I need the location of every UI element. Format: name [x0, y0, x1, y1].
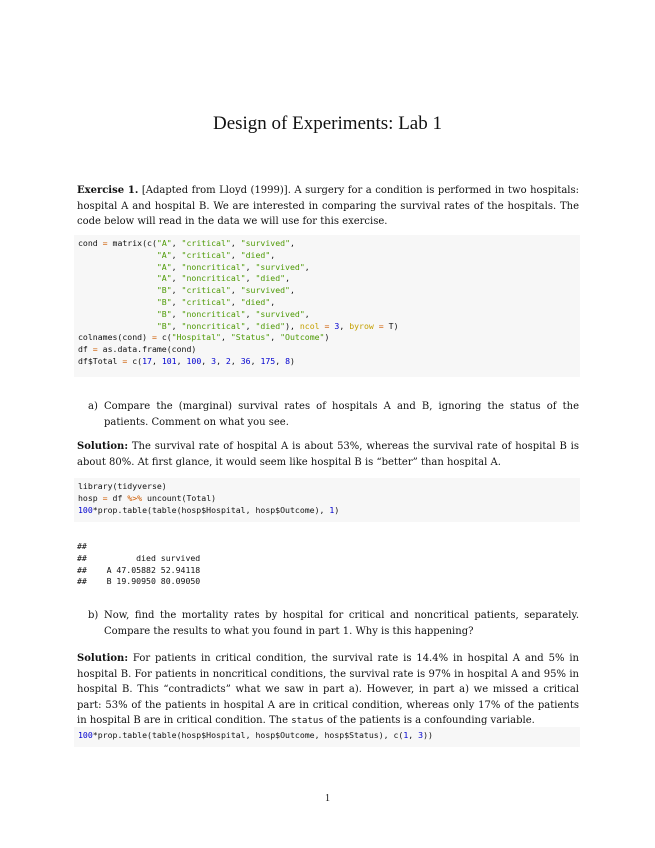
solution-2-label: Solution:	[77, 653, 129, 664]
solution-2-text-a: For patients in critical condition, the survival rate is 14.4% in hospital A and 5% in hospital B. For patients in noncritical conditions, the survival rate is 97% in hospital A and 95% in hospital B. This “contradicts” what we saw in part a). However, in part a) we missed a critical part: 53% of the patients in hospital A are in critical condition, whereas only 17% of the patients in hospital B are in critical condition. The	[77, 653, 579, 726]
solution-1-text: The survival rate of hospital A is about 53%, whereas the survival rate of hospital B is about 80%. At first glance, it would seem like hospital B is “better” than hospital A.	[77, 441, 579, 468]
exercise-label: Exercise 1.	[77, 185, 139, 196]
page-number: 1	[325, 793, 330, 804]
part-b-label: b)	[88, 610, 99, 621]
part-b-text: Now, find the mortality rates by hospital for critical and noncritical patients, separately. Compare the results to what you found in part 1. Why is this happening?	[104, 610, 579, 637]
code-block-data: cond = matrix(c("A", "critical", "survived", "A", "critical", "died", "A", "noncritical", "survived", "A", "noncritical", "died", "B", "critical", "survived", "B", "critical", "died", "B", "noncritical", "survived", "B", "noncritical", "died"), ncol = 3, byrow = T) colnames(cond) = c("Hospital", "Status", "Outcome") df = as.data.frame(cond) df$Total = c(17, 101, 100, 3, 2, 36, 175, 8)	[74, 235, 580, 377]
solution-2-text-b: of the patients is a confounding variable.	[323, 715, 535, 726]
status-code-term: status	[291, 716, 324, 726]
output-block-marginal: ## ## died survived ## A 47.05882 52.94118 ## B 19.90950 80.09050	[77, 541, 201, 587]
part-a-label: a)	[88, 401, 98, 412]
document-title: Design of Experiments: Lab 1	[212, 113, 442, 134]
exercise-text: [Adapted from Lloyd (1999)]. A surgery for a condition is performed in two hospitals: hospital A and hospital B. We are interested in comparing the survival rates of the hospitals. The code below will read in the data we will use for this exercise.	[77, 185, 579, 227]
code-block-conditional: 100*prop.table(table(hosp$Hospital, hosp$Outcome, hosp$Status), c(1, 3))	[74, 727, 580, 747]
code-block-marginal: library(tidyverse) hosp = df %>% uncount(Total) 100*prop.table(table(hosp$Hospital, hosp$Outcome), 1)	[74, 478, 580, 522]
part-a-item	[88, 399, 579, 430]
part-b-item	[88, 608, 579, 639]
part-a-text: Compare the (marginal) survival rates of hospitals A and B, ignoring the status of the patients. Comment on what you see.	[104, 401, 579, 428]
solution-1-paragraph	[77, 439, 579, 470]
solution-2-paragraph	[77, 651, 579, 730]
exercise-paragraph	[77, 183, 579, 230]
solution-1-label: Solution:	[77, 441, 129, 452]
